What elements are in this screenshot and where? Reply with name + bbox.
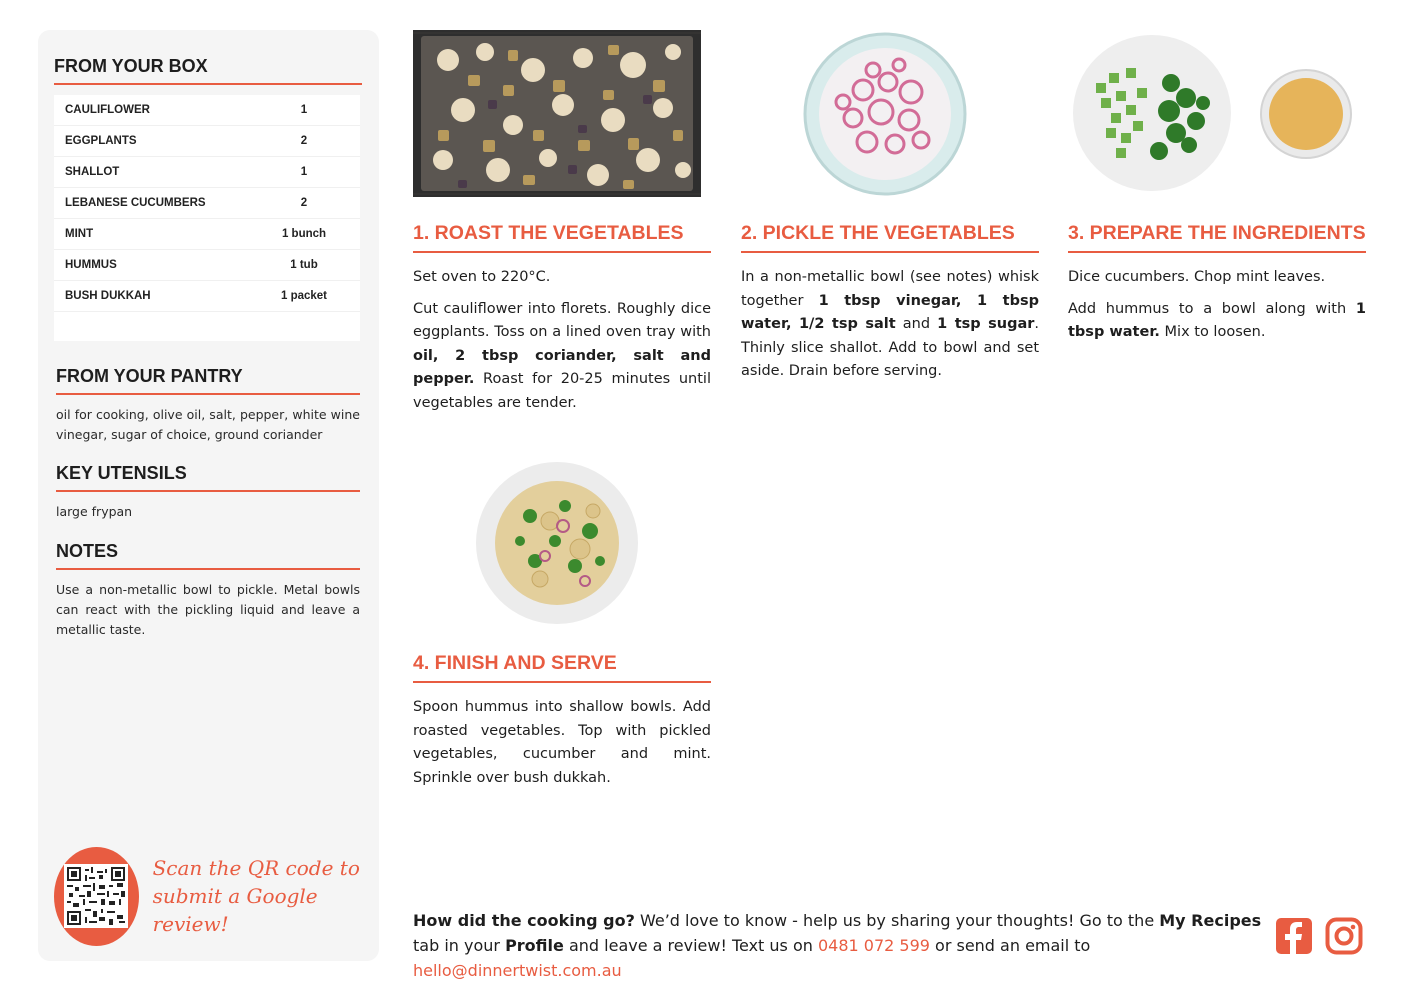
instagram-icon[interactable] — [1325, 917, 1363, 955]
ingredient-qty: 1 packet — [280, 290, 328, 302]
step-2-instructions — [741, 266, 1039, 392]
notes — [56, 541, 360, 640]
ingredient-row — [54, 95, 360, 126]
step-4-instructions — [413, 696, 711, 798]
notes-title: NOTES — [56, 541, 360, 570]
ingredient-qty: 1 bunch — [281, 228, 327, 240]
instruction-text: Mix to loosen. — [1159, 324, 1266, 340]
ingredient-qty: 1 tub — [290, 259, 318, 271]
ingredient-row — [54, 250, 360, 281]
footer-text: We’d love to know - help us by sharing your thoughts! Go to the — [634, 911, 1160, 930]
instruction-paragraph — [413, 298, 711, 416]
email-link[interactable]: hello@dinnertwist.com.au — [413, 961, 622, 980]
instruction-text: and — [895, 316, 938, 332]
utensils-title: KEY UTENSILS — [56, 463, 360, 492]
qr-caption-line: submit a Google review! — [152, 884, 318, 936]
utensils-text: large frypan — [56, 504, 133, 519]
qr-caption — [153, 854, 364, 938]
ingredient-qty: 2 — [300, 135, 308, 147]
qr-badge[interactable] — [54, 847, 139, 946]
instruction-highlight: 1 tsp sugar — [937, 316, 1035, 332]
phone-link[interactable]: 0481 072 599 — [817, 936, 930, 955]
from-your-pantry — [56, 366, 360, 445]
my-recipes-link[interactable]: My Recipes — [1159, 911, 1262, 930]
qr-code-icon[interactable] — [64, 864, 128, 928]
ingredient-qty: 2 — [300, 197, 308, 209]
from-your-box — [54, 56, 362, 341]
step-1-title: 1. ROAST THE VEGETABLES — [413, 222, 711, 253]
footer-question: How did the cooking go? — [413, 911, 635, 930]
pantry-text: oil for cooking, olive oil, salt, pepper, white wine vinegar, sugar of choice, ground coriander — [56, 407, 360, 442]
facebook-icon[interactable] — [1275, 917, 1313, 955]
instruction-paragraph — [741, 266, 1039, 384]
qr-caption-line: Scan the QR code to — [152, 856, 360, 880]
hummus-bowl-photo — [1259, 68, 1353, 160]
footer-text: or send an email to — [929, 936, 1091, 955]
ingredient-name: HUMMUS — [65, 259, 117, 271]
instruction-text: Dice cucumbers. Chop mint leaves. — [1068, 269, 1326, 285]
profile-link[interactable]: Profile — [505, 936, 564, 955]
key-utensils — [56, 463, 360, 522]
instruction-paragraph — [413, 266, 711, 290]
step-2-title: 2. PICKLE THE VEGETABLES — [741, 222, 1039, 253]
instruction-highlight: oil, 2 tbsp coriander, salt and pepper. — [413, 347, 711, 387]
instruction-text: Add hummus to a bowl along with — [1068, 300, 1356, 317]
footer-text: tab in your — [413, 936, 506, 955]
instruction-text: . Thinly slice shallot. Add to bowl and set aside. Drain before serving. — [741, 316, 1040, 379]
box-title: FROM YOUR BOX — [54, 56, 362, 85]
step-4-title: 4. FINISH AND SERVE — [413, 652, 711, 683]
review-footer — [413, 908, 1263, 983]
ingredient-name: SHALLOT — [65, 166, 120, 178]
roast-vegetables-photo — [413, 30, 701, 197]
ingredient-name: CAULIFLOWER — [65, 104, 150, 116]
step-3-title: 3. PREPARE THE INGREDIENTS — [1068, 222, 1366, 253]
sidebar — [38, 30, 379, 961]
ingredient-qty: 1 — [300, 104, 308, 116]
step-1-instructions — [413, 266, 711, 423]
ingredient-name: BUSH DUKKAH — [65, 290, 151, 302]
instruction-paragraph — [1068, 298, 1366, 345]
instruction-highlight: 1 tbsp vinegar, 1 tbsp water, 1/2 tsp salt — [741, 292, 1039, 332]
finished-dish-photo — [475, 461, 640, 625]
ingredient-name: EGGPLANTS — [65, 135, 137, 147]
ingredient-row — [54, 281, 360, 312]
pickled-shallots-photo — [803, 30, 968, 197]
ingredient-table — [54, 95, 360, 341]
cucumber-mint-photo — [1071, 33, 1234, 193]
instruction-text: Cut cauliflower into florets. Roughly dice eggplants. Toss on a lined oven tray with — [413, 300, 711, 340]
instruction-text: Set oven to 220°C. — [413, 269, 551, 285]
instruction-text: Spoon hummus into shallow bowls. Add roasted vegetables. Top with pickled vegetables, cucumber and mint. Sprinkle over bush dukkah. — [413, 699, 711, 786]
ingredient-row — [54, 188, 360, 219]
instruction-highlight: 1 tbsp water. — [1068, 300, 1366, 340]
instruction-text: In a non-metallic bowl (see notes) whisk together — [741, 269, 1039, 309]
qr-review — [54, 846, 364, 946]
ingredient-row — [54, 126, 360, 157]
instruction-paragraph — [413, 696, 711, 790]
ingredient-row — [54, 219, 360, 250]
instruction-text: Roast for 20-25 minutes until vegetables are tender. — [413, 371, 711, 411]
notes-text: Use a non-metallic bowl to pickle. Metal bowls can react with the pickling liquid and leave a metallic taste. — [56, 582, 360, 637]
ingredient-row — [54, 157, 360, 188]
footer-text: and leave a review! Text us on — [563, 936, 818, 955]
step-3-instructions — [1068, 266, 1366, 353]
instruction-paragraph — [1068, 266, 1366, 290]
pantry-title: FROM YOUR PANTRY — [56, 366, 360, 395]
ingredient-qty: 1 — [300, 166, 308, 178]
ingredient-name: LEBANESE CUCUMBERS — [65, 197, 206, 209]
ingredient-name: MINT — [65, 228, 94, 240]
